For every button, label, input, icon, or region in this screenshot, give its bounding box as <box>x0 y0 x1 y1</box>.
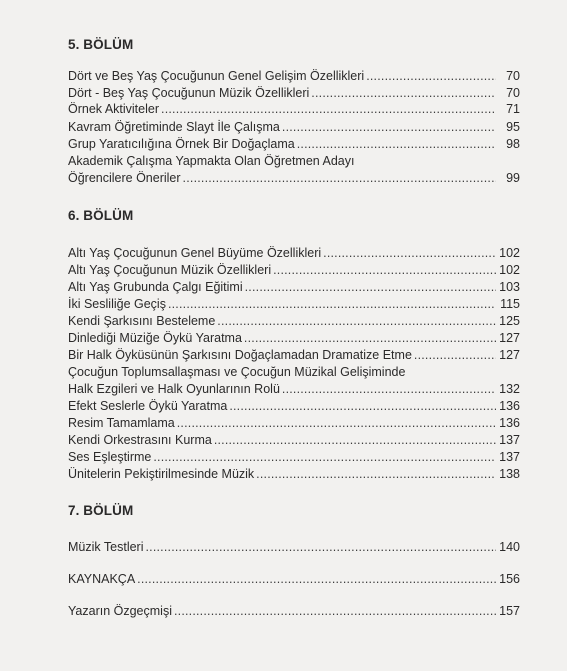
toc-entry-text: KAYNAKÇA <box>68 572 136 586</box>
leader-dots <box>217 313 496 329</box>
toc-entry[interactable] <box>68 101 520 117</box>
toc-entry-page: 70 <box>506 86 520 100</box>
leader-dots <box>145 539 496 555</box>
toc-entry-page: 136 <box>499 416 520 430</box>
toc-entry-text: Dört ve Beş Yaş Çocuğunun Genel Gelişim Özellikleri <box>68 69 365 83</box>
toc-entry[interactable] <box>68 449 520 465</box>
leader-dots <box>323 245 496 261</box>
leader-dots <box>245 279 496 295</box>
toc-entry-page: 70 <box>506 69 520 83</box>
toc-entry[interactable] <box>68 432 520 448</box>
toc-entry-line1: Akademik Çalışma Yapmakta Olan Öğretmen Adayı <box>68 154 355 168</box>
toc-entry-page: 138 <box>499 467 520 481</box>
toc-entry-page: 115 <box>500 297 520 311</box>
toc-entry-page: 157 <box>499 604 520 618</box>
toc-entry[interactable] <box>68 466 520 482</box>
leader-dots <box>214 432 496 448</box>
toc-entry-page: 102 <box>499 263 520 277</box>
toc-entry[interactable] <box>68 381 520 397</box>
leader-dots <box>311 85 496 101</box>
toc-entry-text: Örnek Aktiviteler <box>68 102 160 116</box>
leader-dots <box>282 381 496 397</box>
leader-dots <box>183 170 496 186</box>
leader-dots <box>174 603 496 619</box>
toc-entry-text: Efekt Seslerle Öykü Yaratma <box>68 399 228 413</box>
leader-dots <box>161 101 496 117</box>
toc-entry[interactable] <box>68 85 520 101</box>
leader-dots <box>366 68 496 84</box>
toc-entry[interactable] <box>68 571 520 587</box>
toc-entry-text: Müzik Testleri <box>68 540 144 554</box>
toc-entry-page: 140 <box>499 540 520 554</box>
toc-entry[interactable] <box>68 330 520 346</box>
toc-entry[interactable] <box>68 262 520 278</box>
toc-entry[interactable] <box>68 279 520 295</box>
toc-entry[interactable] <box>68 296 520 312</box>
toc-entry-page: 136 <box>499 399 520 413</box>
toc-entry-page: 156 <box>499 572 520 586</box>
toc-entry-text: Altı Yaş Grubunda Çalgı Eğitimi <box>68 280 243 294</box>
toc-entry[interactable] <box>68 313 520 329</box>
toc-entry[interactable] <box>68 539 520 555</box>
leader-dots <box>177 415 496 431</box>
toc-entry-text: Ünitelerin Pekiştirilmesinde Müzik <box>68 467 255 481</box>
toc-entry-page: 99 <box>506 171 520 185</box>
toc-entry-page: 132 <box>499 382 520 396</box>
toc-entry-page: 102 <box>499 246 520 260</box>
toc-entry-page: 95 <box>506 120 520 134</box>
toc-entry[interactable] <box>68 603 520 619</box>
leader-dots <box>244 330 496 346</box>
toc-entry[interactable] <box>68 398 520 414</box>
toc-entry-text: Kendi Şarkısını Besteleme <box>68 314 216 328</box>
toc-entry-text: Kendi Orkestrasını Kurma <box>68 433 212 447</box>
toc-entry-text: Yazarın Özgeçmişi <box>68 604 172 618</box>
toc-entry-text: Kavram Öğretiminde Slayt İle Çalışma <box>68 120 280 134</box>
toc-entry-page: 127 <box>499 348 520 362</box>
leader-dots <box>414 347 496 363</box>
toc-entry-text: Dinlediği Müziğe Öykü Yaratma <box>68 331 242 345</box>
toc-entry[interactable] <box>68 347 520 363</box>
leader-dots <box>137 571 496 587</box>
toc-entry[interactable] <box>68 415 520 431</box>
toc-entry-line1: Çocuğun Toplumsallaşması ve Çocuğun Müzikal Gelişiminde <box>68 365 406 379</box>
leader-dots <box>256 466 496 482</box>
toc-entry[interactable] <box>68 119 520 135</box>
toc-entry-text: Resim Tamamlama <box>68 416 175 430</box>
toc-entry-text: Ses Eşleştirme <box>68 450 152 464</box>
toc-entry-text: Öğrencilere Öneriler <box>68 171 181 185</box>
toc-entry-page: 137 <box>499 433 520 447</box>
leader-dots <box>229 398 496 414</box>
leader-dots <box>153 449 496 465</box>
toc-entry-page: 137 <box>499 450 520 464</box>
toc-entry-text: Altı Yaş Çocuğunun Genel Büyüme Özellikleri <box>68 246 322 260</box>
toc-entry-page: 127 <box>499 331 520 345</box>
toc-entry-text: Bir Halk Öyküsünün Şarkısını Doğaçlamadan Dramatize Etme <box>68 348 412 362</box>
toc-entry-text: Altı Yaş Çocuğunun Müzik Özellikleri <box>68 263 272 277</box>
toc-entry[interactable] <box>68 136 520 152</box>
leader-dots <box>168 296 496 312</box>
toc-entry-text: Dört - Beş Yaş Çocuğunun Müzik Özellikleri <box>68 86 310 100</box>
section-title-6: 6. BÖLÜM <box>68 208 134 223</box>
toc-entry-text: Halk Ezgileri ve Halk Oyunlarının Rolü <box>68 382 280 396</box>
toc-entry-page: 98 <box>506 137 520 151</box>
leader-dots <box>282 119 496 135</box>
toc-entry[interactable] <box>68 245 520 261</box>
toc-entry-page: 71 <box>506 102 520 116</box>
toc-entry-text: İki Sesliliğe Geçiş <box>68 297 166 311</box>
toc-entry[interactable] <box>68 170 520 186</box>
toc-entry-text: Grup Yaratıcılığına Örnek Bir Doğaçlama <box>68 137 295 151</box>
section-title-7: 7. BÖLÜM <box>68 503 134 518</box>
section-title-5: 5. BÖLÜM <box>68 37 134 52</box>
leader-dots <box>273 262 496 278</box>
toc-entry[interactable] <box>68 68 520 84</box>
leader-dots <box>297 136 496 152</box>
toc-entry-page: 125 <box>499 314 520 328</box>
toc-entry-page: 103 <box>499 280 520 294</box>
